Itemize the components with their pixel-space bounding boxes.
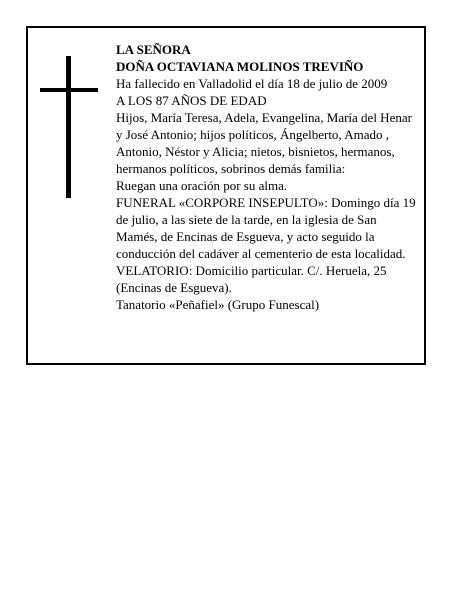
prayer-request: Ruegan una oración por su alma. [116,178,288,193]
cross-vertical-bar [66,56,71,198]
funeral-details: FUNERAL «CORPORE INSEPULTO»: Domingo día 19 de julio, a las siete de la tarde, en la iglesia de San Mamés, de Encinas de Esgueva, y acto seguido la conducción del cadáver al cementerio de esta localidad. [116,195,416,261]
cross-horizontal-bar [40,88,98,92]
notice-heading-title: LA SEÑORA [116,42,191,57]
obituary-notice [26,26,426,365]
family-paragraph: Hijos, María Teresa, Adela, Evangelina, María del Henar y José Antonio; hijos políticos, Ángelberto, Amado , Antonio, Néstor y Alicia; nietos, bisnietos, hermanos, hermanos políticos, sobrinos demás familia: [116,110,412,176]
death-statement: Ha fallecido en Valladolid el día 18 de julio de 2009 [116,76,388,91]
funeral-home: Tanatorio «Peñafiel» (Grupo Funescal) [116,297,320,312]
deceased-name: DOÑA OCTAVIANA MOLINOS TREVIÑO [116,59,364,74]
wake-details: VELATORIO: Domicilio particular. C/. Heruela, 25 (Encinas de Esgueva). [116,263,387,295]
age-statement: A LOS 87 AÑOS DE EDAD [116,93,267,108]
notice-text [116,41,421,313]
